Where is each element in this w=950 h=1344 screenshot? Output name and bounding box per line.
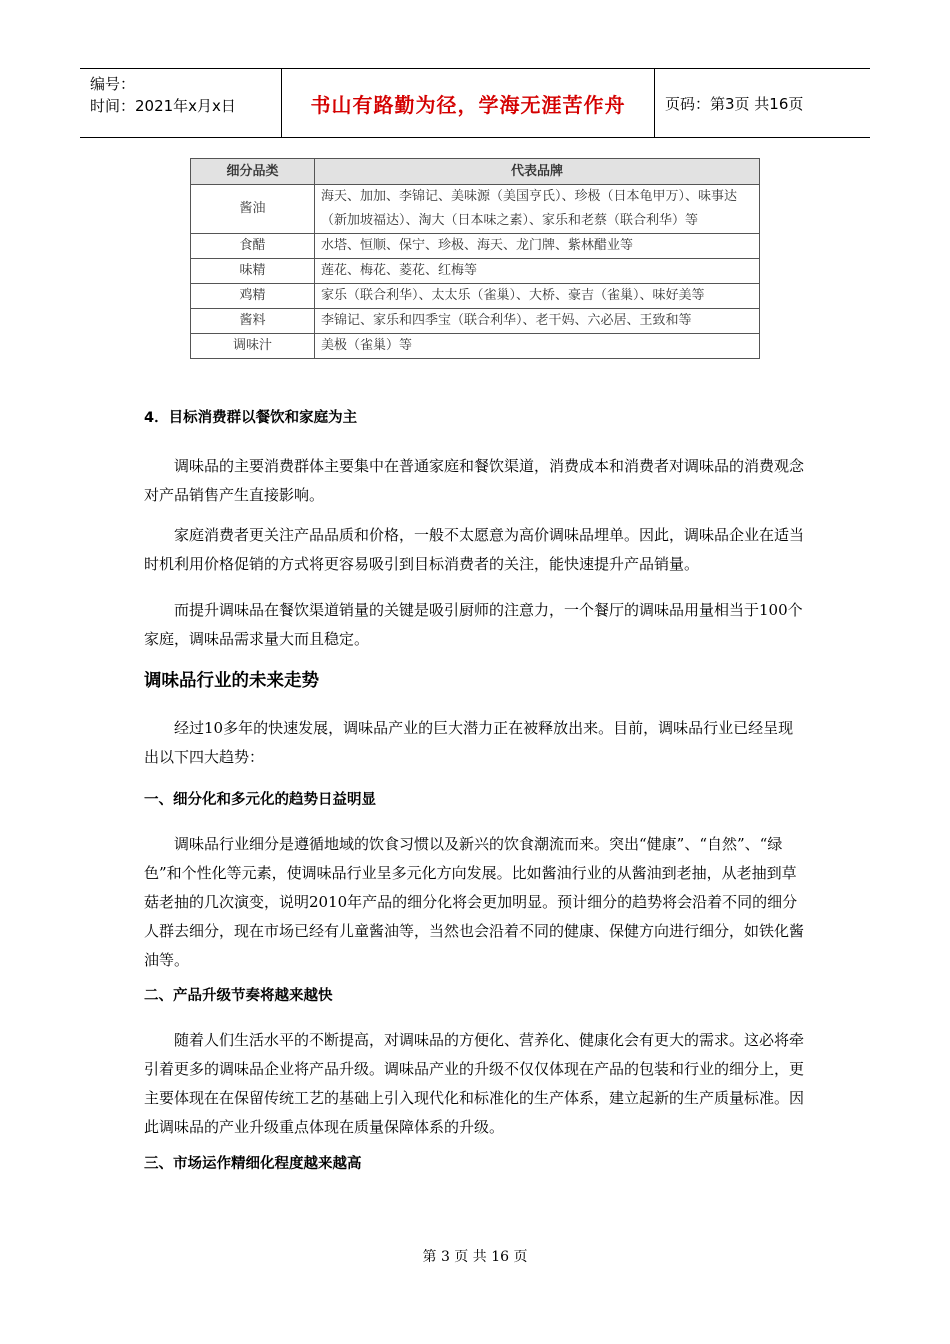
table-header-row [191,159,760,185]
table-cell-category: 食醋 [191,234,315,259]
paragraph: 调味品行业细分是遵循地域的饮食习惯以及新兴的饮食潮流而来。突出“健康”、“自然”、“绿色”和个性化等元素，使调味品行业呈多元化方向发展。比如酱油行业的从酱油到老抽，从老抽到草菇老抽的几次演变，说明2010年产品的细分化将会更加明显。预计细分的趋势将会沿着不同的细分人群去细分，现在市场已经有儿童酱油等，当然也会沿着不同的健康、保健方向进行细分，如铁化酱油等。 [144,835,805,969]
paragraph: 家庭消费者更关注产品品质和价格，一般不太愿意为高价调味品埋单。因此，调味品企业在适当时机利用价格促销的方式将更容易吸引到目标消费者的关注，能快速提升产品销量。 [144,526,805,573]
table-cell-brands: 李锦记、家乐和四季宝（联合利华）、老干妈、六必居、王致和等 [315,309,760,334]
table-cell-brands: 水塔、恒顺、保宁、珍极、海天、龙门牌、紫林醋业等 [315,234,760,259]
trend-1-heading: 一、细分化和多元化的趋势日益明显 [144,792,376,808]
table-row [191,334,760,359]
brand-table [190,158,760,359]
trend-3-heading: 三、市场运作精细化程度越来越高 [144,1156,362,1172]
header-motto: 书山有路勤为径，学海无涯苦作舟 [282,69,655,137]
number-label: 编号： [90,75,136,93]
header-page-code: 页码：第3页 共16页 [665,94,804,113]
header-meta [80,69,282,137]
table-cell-brands: 海天、加加、李锦记、美味源（美国亨氏）、珍极（日本龟甲万）、味事达（新加坡福达）、淘大（日本味之素）、家乐和老蔡（联合利华）等 [315,185,760,234]
table-row [191,185,760,234]
table-cell-category: 调味汁 [191,334,315,359]
paragraph: 调味品的主要消费群体主要集中在普通家庭和餐饮渠道，消费成本和消费者对调味品的消费观念对产品销售产生直接影响。 [144,457,805,504]
trend-2-heading: 二、产品升级节奏将越来越快 [144,988,333,1004]
paragraph: 经过10多年的快速发展，调味品产业的巨大潜力正在被释放出来。目前，调味品行业已经呈现出以下四大趋势： [144,719,794,766]
table-cell-category: 鸡精 [191,284,315,309]
page-footer: 第 3 页 共 16 页 [422,1249,528,1265]
table-row [191,309,760,334]
time-label: 时间：2021年x月x日 [90,97,236,115]
table-cell-category: 酱料 [191,309,315,334]
table-cell-brands: 家乐（联合利华）、太太乐（雀巢）、大桥、豪吉（雀巢）、味好美等 [315,284,760,309]
table-row [191,284,760,309]
paragraph: 随着人们生活水平的不断提高，对调味品的方便化、营养化、健康化会有更大的需求。这必将牵引着更多的调味品企业将产品升级。调味品产业的升级不仅仅体现在产品的包装和行业的细分上，更主要体现在在保留传统工艺的基础上引入现代化和标准化的生产体系，建立起新的生产质量标准。因此调味品的产业升级重点体现在质量保障体系的升级。 [144,1031,805,1136]
page-header [80,68,870,138]
table-row [191,259,760,284]
column-header-brands: 代表品牌 [315,159,760,185]
paragraph: 而提升调味品在餐饮渠道销量的关键是吸引厨师的注意力，一个餐厅的调味品用量相当于100个家庭，调味品需求量大而且稳定。 [144,601,803,648]
table-row [191,234,760,259]
table-cell-category: 味精 [191,259,315,284]
column-header-category: 细分品类 [191,159,315,185]
section-4-heading: 4．目标消费群以餐饮和家庭为主 [144,410,358,426]
table-cell-brands: 莲花、梅花、菱花、红梅等 [315,259,760,284]
section-heading-future: 调味品行业的未来走势 [144,671,319,691]
table-cell-brands: 美极（雀巢）等 [315,334,760,359]
table-cell-category: 酱油 [191,185,315,234]
